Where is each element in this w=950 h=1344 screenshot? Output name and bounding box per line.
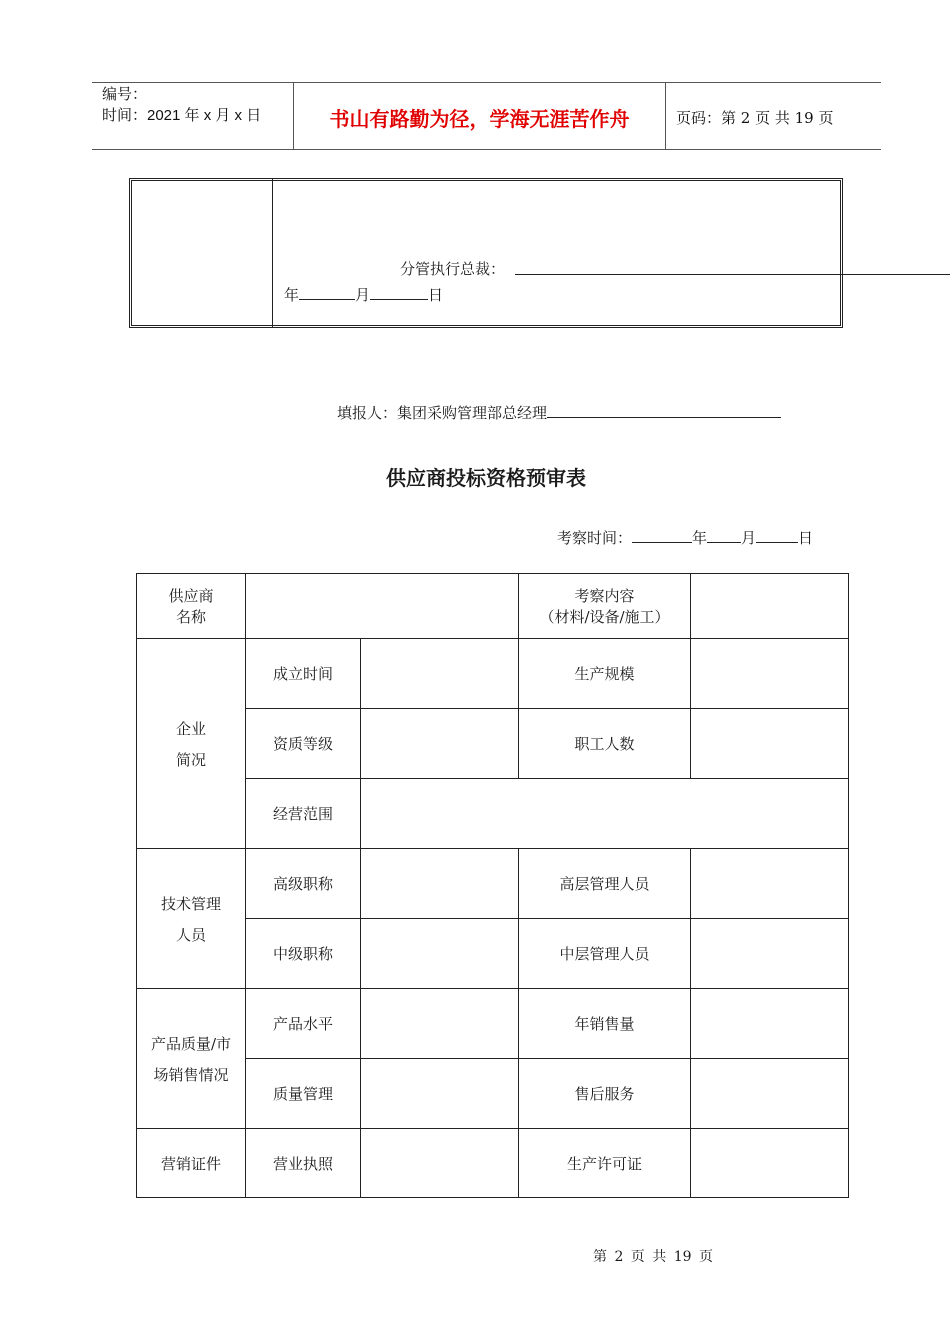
time-label: 时间：2021 年 x 月 x 日 [102, 107, 262, 124]
form-title: 供应商投标资格预审表 [386, 466, 586, 490]
middle-mgmt-cell[interactable] [691, 919, 849, 989]
page-footer: 第 2 页 共 19 页 [593, 1249, 713, 1265]
signature-line[interactable] [515, 274, 950, 275]
production-scale-label: 生产规模 [519, 639, 691, 709]
quality-mgmt-label: 质量管理 [246, 1059, 361, 1129]
inspection-month: 月 [741, 529, 757, 547]
table-row [137, 989, 849, 1059]
senior-title-label: 高级职称 [246, 849, 361, 919]
inspection-label: 考察时间： [557, 529, 633, 547]
inspect-content-l1: 考察内容 [574, 587, 635, 605]
table-row [137, 574, 849, 639]
filler-label: 填报人：集团采购管理部总经理 [337, 404, 548, 422]
senior-mgmt-label: 高层管理人员 [519, 849, 691, 919]
header-motto: 书山有路勤为径，学海无涯苦作舟 [329, 107, 630, 131]
inspection-date [557, 527, 813, 548]
tech-mgmt-header [137, 849, 246, 989]
filler-row [337, 402, 781, 423]
production-license-cell[interactable] [691, 1129, 849, 1198]
business-license-label: 营业执照 [246, 1129, 361, 1198]
supplier-name-cell[interactable] [246, 574, 519, 639]
serial-label: 编号： [102, 86, 148, 103]
business-license-cell[interactable] [361, 1129, 519, 1198]
inspection-year-blank[interactable] [632, 528, 692, 543]
inspection-day: 日 [798, 529, 814, 547]
inspect-content-l2: （材料/设备/施工） [539, 608, 670, 626]
quality-l2: 场销售情况 [153, 1065, 229, 1084]
staff-count-cell[interactable] [691, 709, 849, 779]
approval-month-blank[interactable] [299, 285, 355, 300]
middle-title-label: 中级职称 [246, 919, 361, 989]
marketing-cert-header: 营销证件 [137, 1129, 246, 1198]
after-sales-label: 售后服务 [519, 1059, 691, 1129]
inspection-month-blank[interactable] [707, 528, 741, 543]
company-overview-header [137, 639, 246, 849]
annual-sales-label: 年销售量 [519, 989, 691, 1059]
qualification-cell[interactable] [361, 709, 519, 779]
approval-date [284, 284, 443, 305]
supplier-name-header [137, 574, 246, 639]
founded-cell[interactable] [361, 639, 519, 709]
production-scale-cell[interactable] [691, 639, 849, 709]
tech-mgmt-l2: 人员 [175, 925, 206, 944]
inspection-day-blank[interactable] [756, 528, 798, 543]
table-row [137, 849, 849, 919]
quality-sales-header [137, 989, 246, 1129]
supplier-name-l2: 名称 [175, 608, 206, 626]
after-sales-cell[interactable] [691, 1059, 849, 1129]
supplier-name-l1: 供应商 [168, 587, 214, 605]
table-row [137, 1129, 849, 1198]
inspect-content-cell[interactable] [691, 574, 849, 639]
tech-mgmt-l1: 技术管理 [160, 894, 221, 913]
senior-mgmt-cell[interactable] [691, 849, 849, 919]
approval-day: 日 [428, 286, 444, 304]
approval-day-blank[interactable] [370, 285, 428, 300]
header-top-rule [92, 82, 881, 83]
inspect-content-header [519, 574, 691, 639]
inspection-year: 年 [692, 529, 708, 547]
staff-count-label: 职工人数 [519, 709, 691, 779]
annual-sales-cell[interactable] [691, 989, 849, 1059]
middle-mgmt-label: 中层管理人员 [519, 919, 691, 989]
middle-title-cell[interactable] [361, 919, 519, 989]
approval-month: 月 [355, 286, 371, 304]
founded-label: 成立时间 [246, 639, 361, 709]
production-license-label: 生产许可证 [519, 1129, 691, 1198]
approval-box [129, 178, 843, 328]
senior-title-cell[interactable] [361, 849, 519, 919]
header-meta [102, 84, 261, 126]
filler-signature-blank[interactable] [547, 403, 781, 418]
company-l1: 企业 [175, 719, 206, 738]
company-l2: 简况 [175, 750, 206, 769]
header-bottom-rule [92, 149, 881, 150]
approval-year: 年 [284, 286, 300, 304]
product-level-label: 产品水平 [246, 989, 361, 1059]
product-level-cell[interactable] [361, 989, 519, 1059]
business-scope-label: 经营范围 [246, 779, 361, 849]
table-row [137, 639, 849, 709]
qualification-label: 资质等级 [246, 709, 361, 779]
quality-mgmt-cell[interactable] [361, 1059, 519, 1129]
business-scope-cell[interactable] [361, 779, 849, 849]
header-page-label: 页码：第 2 页 共 19 页 [676, 109, 834, 127]
header-divider-right [665, 82, 666, 150]
approval-box-divider [272, 178, 273, 328]
signer-label: 分管执行总裁： [400, 260, 506, 278]
quality-l1: 产品质量/市 [150, 1034, 232, 1053]
prequalification-table [136, 573, 849, 1198]
